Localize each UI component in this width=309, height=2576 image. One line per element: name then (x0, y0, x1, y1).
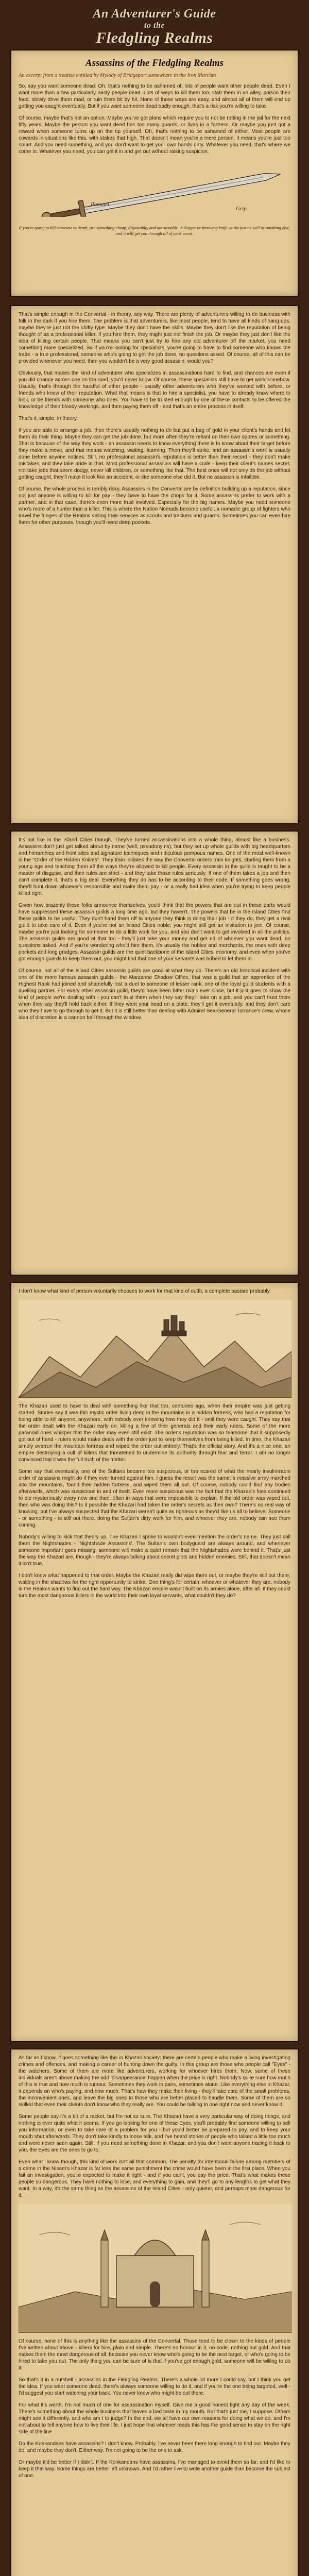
paragraph: Of course, none of this is anything like the assassins of the Convertal. Those tend to be closer to the kinds of people I've written about above - killers for hire, plain and simple. There's no honour in it, no code, nothing but gold. And that makes them the most dangerous of all, because you never know who's going to be the next target, or who's going to be hired to take you out. The only thing you can be sure of is that if you've got enough gold, someone will be willing to do it. (19, 2338, 290, 2371)
paragraph: So, say you want someone dead. Oh, that's nothing to be ashamed of, lots of people want other people dead. Even I want more than a few particularly nasty people dead. Lots of ways to kill them too: stab them in an alley, poison their food, slowly drive them mad, or ruin them bit by bit. None of those ways are easy, and almost all of them will end up getting you caught eventually. But if you want someone dead badly enough, that's a risk you're willing to take. (19, 83, 290, 109)
sword-illustration (19, 160, 290, 222)
paragraph: Some people say it's a bit of a racket, but I'm not so sure. The Khazari have a very particular way of doing things, and nothing is ever quite what it seems. If you go looking for one of these Eyes, you'll probably find someone willing to sell you information, or even to take care of a problem for you - but you'd better be prepared to pay, and to keep your mouth shut afterwards. They don't take kindly to loose talk, and I've heard stories of people who talked a little too much and were never seen again. Still, if you need something done in Khazar, and you don't want anyone tracing it back to you, the Eyes are the ones to go to. (19, 2114, 290, 2153)
paragraph: For what it's worth, I'm not much of one for assassination myself. Give me a good honest fight any day of the week. There's something about the whole business that leaves a bad taste in my mouth. But that's just me, I suppose. Others might see it differently, and who am I to judge? In the end, we all have our own reasons for doing what we do, and I'm not about to tell anyone how to live their life. I just hope that whoever reads this has the good sense to stay on the right side of the line. (19, 2402, 290, 2435)
mountain-fortress-icon (19, 1300, 291, 1398)
paragraph: Obviously, that makes the kind of adventurer who specializes in assassinations hard to find, and chances are even if you did chance across one on the road, you'd never know. Of course, these specialists still have to get work somehow. Usually, that's through the handful of other people - usually other adventurers who they've worked with before, or friends who knew of their reputation. What that means is that to hire a specialist, you have to already know where to look, or be friends with someone who does. You have to be trusted enough by one of these contacts to be offered the knowledge of their bloody workings, and then paying them off - and that's an entire process in itself. (19, 370, 290, 410)
parchment-panel-4 (10, 1282, 299, 2042)
paragraph: Nobody's willing to kick that theory up. The Khazari I spoke to wouldn't even mention the order's name. They just call them the Nightshades - 'Nightshade Assassins'. The Sultan's own bodyguard are always around, and whenever someone important goes missing, someone will make a quiet remark that the Nightshades were behind it. That's just the way the Khazari are, though - they're always talking about secret plots and hidden enemies. Still, that doesn't mean it isn't true. (19, 1534, 290, 1567)
paragraph: Do the Konkandans have assassins? I don't know. Probably. I've never been there long enough to find out. Maybe they do, and maybe they don't. Either way, I'm not going to be the one to ask. (19, 2441, 290, 2453)
title-line-1: An Adventurer's Guide (93, 7, 216, 21)
paragraph: That's it, simple, in theory. (19, 416, 78, 421)
paragraph: I don't know what happened to that order. Maybe the Khazari really did wipe them out, or maybe they're still out there, waiting in the shadows for the right opportunity to strike. One thing's for certain: whoever or whatever they are, nobody in the Realms wants to find out the hard way. The Khazari empire wasn't built on its armies alone, after all. If they could turn the most dangerous killers in the world into their own loyal servants, what couldn't they do? (19, 1573, 290, 1599)
annotation-grip: Grip (236, 206, 247, 212)
paragraph: Given how brazenly these folks announce themselves, you'd think that the powers that are out in these parts would have suppressed these assassin guilds a long time ago, but they haven't. The powers that be in the Island Cities find these guilds to be useful. They don't hand them off to anyone they think is doing their job - if they do, they get a rival guild to take care of it. Even if you're not an Island Cities noble, you might still get an invitation to join. Of course, maybe you're just looking for someone to do a little work for you, and you don't want to get involved in all the politics. The assassin guilds are good at that too - they'll just take your money and get rid of whoever you want dead, no questions asked. And if you're wondering who'd hire them, it's usually the nobles and merchants, the ones with deep pockets and long grudges. Assassin guilds are the quiet backbone of the Island Cities' economy, and even when you've got enough guards to keep them out, you might find that one of your servants was bribed to let them in. (19, 903, 290, 962)
guide-title (0, 0, 309, 46)
paragraph: Of course, the whole process is terribly risky. Assassins in the Convertal are by definition building up a reputation, since not just anyone is willing to kill for pay - they have to have the chops for it. Some assassins prefer to work with a partner, and in that case, there's even more trust involved. Especially for the big names. Maybe you need someone who's more of a hunter than a killer. This is where the Nation Nomads become useful, a nomadic group of fighters who travel the fringes of the Realms selling their services as scouts and trackers and guards. Sometimes you can even hire them for other purposes, though you'll need deep pockets. (19, 486, 290, 526)
excerpt-note: An excerpt from a treatise entitled by Mylody of Bridgeport somewhere in the Iron Marches (19, 73, 217, 78)
paragraph: Some say that eventually, one of the Sultans became too suspicious, or too scared of what the nearly invulnerable order of assassins might do if they ever turned against him. I guess the result was the same: a massive army marched into the mountains, found their hidden fortress, and wiped them all out. Of course, nobody could find any bodies afterwards, which was suspicious in and of itself. Even more suspicious was the fact that the Khazari's foes continued to die mysteriously every now and then, often in ways that were impossible to explain. If the old order was wiped out, then who was doing this? Is it possible the Khazari had taken the order's secrets as their own? There's no real way of knowing, but I've always suspected that the Khazari weren't quite as righteous as they'd like us all to believe. Someone - or something - is still out there, doing the Sultan's dirty work for him, and whoever they are, nobody can see them coming. (19, 1469, 290, 1528)
paragraph: That's simple enough in the Convertal - in theory, any way. There are plenty of adventurers willing to do business with folk in the dark if you hire them. The problem is that adventurers, like most people, tend to have all kinds of hang-ups, maybe they're just not the shifty type. Maybe they don't have the skills. Maybe they don't like the reputation of being thought of as a professional killer. If you hire them, they might just not finish the job. Or maybe they just don't like the idea of killing certain people. That means you can't just try to hire any old adventurer off the market, you need something more specialized. So if you're looking for specialists, you're going to have to find someone who knows the trade - a true professional, someone who's going to get the job done, no questions asked. Of course, all of this can be provided whenever you need, then you wouldn't be a very good assassin, would you? (19, 312, 290, 364)
paragraph: As far as I know, if goes something like this in Khazari society: there are certain people who make a living investigating crimes and offences, and making a career of hunting down the guilty. In this group are those who people call "Eyes" - the watchers. Some of them are more like adventurers, working for whoever hires them. Now, some of these individuals aren't above making the odd 'disappearance' happen when the price is right. Nobody's quite sure how much of this is true and how much is rumour. Sometimes they work in pairs, sometimes alone. Like everything else in Khazar, it depends on who's paying, and how much. That's how they make their living - they'll take care of the small problems, the inconvenient ones, and leave the big ones to those who are better placed to handle them. Some of them are so skilled that even their clients don't know who they really are. You could be talking to one right now and never know it. (19, 2055, 290, 2108)
palace-illustration (19, 2204, 290, 2333)
parchment-panel-3 (10, 831, 299, 1276)
header-banner (0, 0, 309, 47)
paragraph: If you are able to arrange a job, then there's usually nothing to do but put a bag of gold in your client's hands and let them do their thing. Maybe they can get the job done, but more often they're reliant on their own spores or something. That is because of the way they work - an assassin needs to know everything there is to know about their target before they make a move, and that means watching, waiting, learning. Then they'll strike, and an assassin's work is usually done before anyone notices. Still, no professional assassin's reputation is better than their record - they don't make mistakes, and they take pride in that. Most professional assassins will have a code - keep their client's names secret, not take jobs that seem dodgy, never kill children, or something like that. The best ones will not only do the job without getting caught, they'll make it look like an accident, or like someone else did it. But no assassin is infallible. (19, 428, 290, 480)
section-title: Assassins of the Fledgling Realms (85, 58, 224, 69)
palace-icon (19, 2204, 291, 2333)
sword-icon (24, 160, 291, 217)
paragraph: Of course, not all of the Island Cities assassin guilds are good at what they do. There's an old historical incident with one of the more famous assassin guilds - the Marzanne Shadow Office, that was a guild that an apprentice of the Highest Rank had joined and shamefully lost a duel to someone of lesser rank, one of the loyal guild students with a duelling partner. For every other assassin guild, they'd have been bitter rivals ever since, but it just goes to show the kind of people we're dealing with - you can't trust them when they say they'll take on a job, and you can't trust them when they say they'll hold back either. If they want your head on a plate, they'll get it eventually, and they don't care who they have to go through to get it. But it is still better than dealing with Admiral Sea-General Torrance's crew, whose idea of discretion is a cannon ball through the window. (19, 968, 290, 1021)
title-line-2: to the (144, 21, 165, 30)
paragraph: Or maybe it'd be better if I didn't. If the Konkandans have assassins, I've managed to avoid them so far, and I'd like to keep it that way. Some things are better left unknown. And I'd rather live to write another guide than become the subject of one. (19, 2460, 290, 2479)
paragraph: So that's it in a nutshell - assassins in the Fledgling Realms. There's a whole lot more I could say, but I think you get the idea. If you want someone dead, there's always someone willing to do it, and if you're the one being targeted, well - I'd suggest you start watching your back. You never know who might be out there. (19, 2377, 290, 2396)
title-line-3: Fledgling Realms (96, 29, 213, 46)
annotation-pommel: Pommel (91, 201, 110, 208)
parchment-panel-1 (10, 49, 299, 297)
figure-caption: If you're going to kill someone to death, use something cheap, disposable, and untraceable. A dagger or throwing knife works just as well as anything else, and it will get you through all of your worst. (19, 225, 290, 236)
fortress-illustration (19, 1300, 290, 1398)
parchment-panel-2 (10, 305, 299, 824)
paragraph: I don't know what kind of person voluntarily chooses to work for that kind of outfit, a complete bastard probably. (19, 1289, 271, 1294)
paragraph: The Khazari used to have to deal with something like that too, centuries ago, when their empire was just getting started. Stories say it was this mystic order living deep in the mountains in a hidden fortress, who had a reputation for being able to kill anyone, anywhere, with nobody ever knowing how they did it - until they were caught. They say that the order dealt with the Khazari early on, killing a few of their generals and their early rulers. Some of the more paranoid ones whisper that the order may even still exist. The order's reputation was so fearsome that it supposedly got out of hand - rulers would make deals with the order just to keep themselves from being killed. In time, the Khazari simply overrun the mountain fortress and wiped the order out entirely. That's the official story. And it's a nice one, an empire destroying a cult of killers that threatened to undermine its authority through fear and terror. I am no longer convinced that it was the full truth of the matter. (19, 1403, 290, 1463)
paragraph: Of course, maybe that's not an option. Maybe you've got plans which require you to not be rotting in the jail for the next fifty years. Maybe the person you want dead has too many guards, or lives in a fortress. Or maybe you just got a reward when someone turns up on the tip yourself. Oh, that's nothing to be ashamed of either. Most people are cowards in situations like this, with stakes that high. That doesn't mean you're a mere person, it means you're just too smart. And you need something, and you don't want to get your own hands dirty. Whatever you need, that's where we come in. Whatever you need, you can get it in and get out without raising suspicion. (19, 115, 290, 155)
paragraph: Even what I know though, this kind of work isn't all that common. The penalty for intentional failure among members of a crime in the Nisam's Khazar is far less the same punishment the crime would have been in the first place. When you fail an investigation, you're expected to make it right - and if you can't, you pay the price. That's what makes these people so dangerous. They have nothing to lose, and everything to gain, and they'll go to any lengths to get what they want. In a way, it's the same thing as the assassins of the Island Cities - only quieter, and perhaps more dangerous for it. (19, 2159, 290, 2198)
paragraph: It's not like in the Island Cities though. They've turned assassinations into a whole thing, almost like a business. Assassins don't just get talked about by name (well, pseudonyms), but they set up whole guilds with big headquarters and hierarchies and front sites and signature techniques and ridiculous pompous names. One of the most well-known is the "Order of the Hidden Knives". They train initiates the way the Convertal orders train knights, starting them from a young age and teaching them all the ways they're allowed to kill people. Every assassin in the guild is taught to be a master of disguise, and their rules are strict - and they take those rules seriously. If one of them takes a job and then can't complete it, that's a big deal. Everything they do has to be according to their code. If something goes wrong, they'll hunt down whoever's responsible and make them pay - or a really bad idea when you're trying to keep people killed right. (19, 837, 290, 896)
parchment-panel-5 (10, 2048, 299, 2576)
